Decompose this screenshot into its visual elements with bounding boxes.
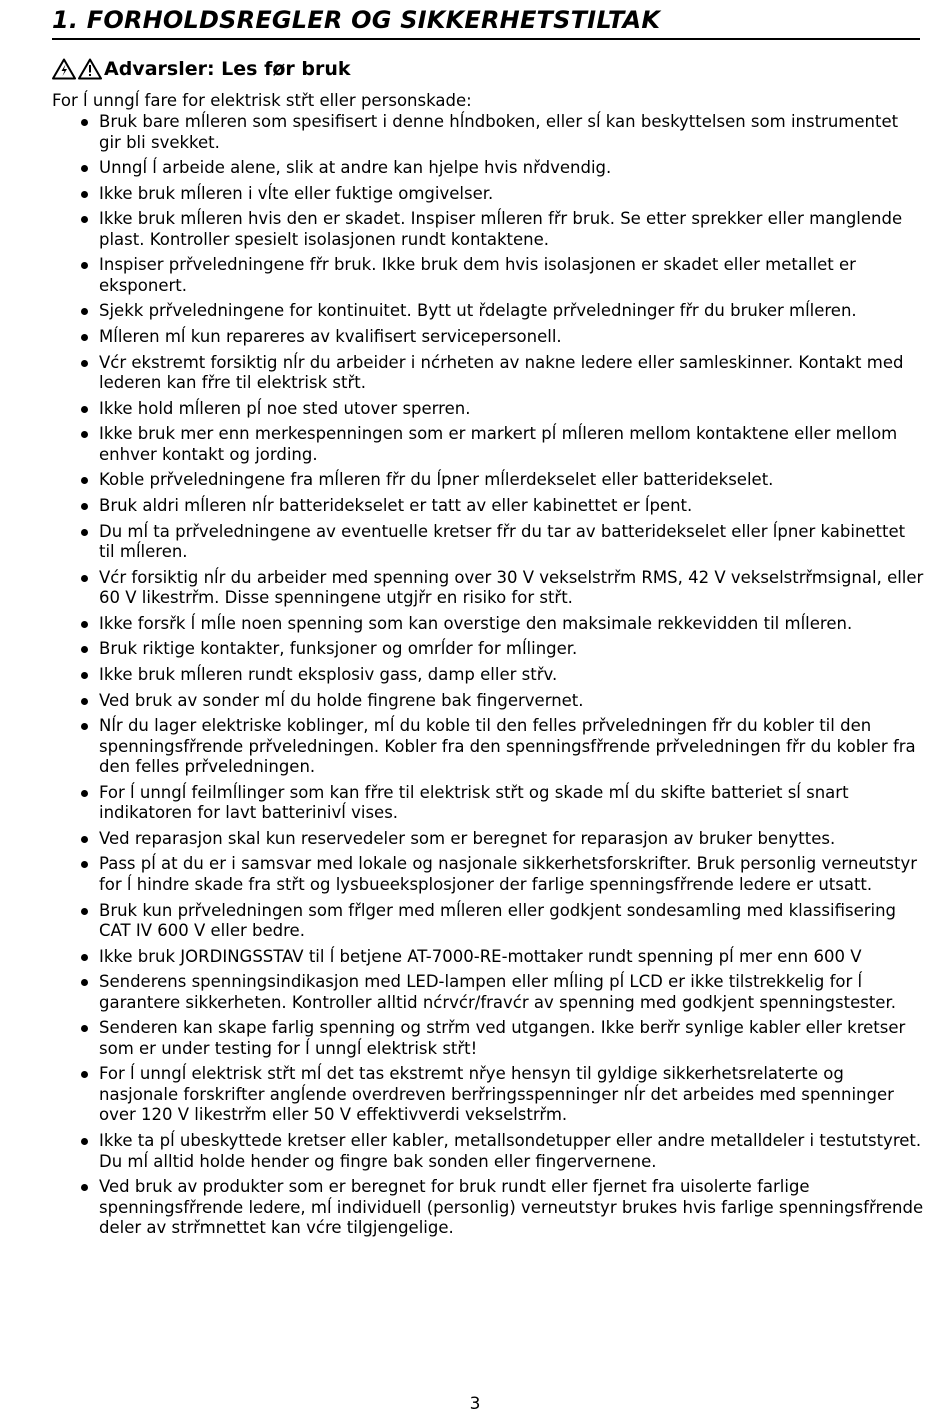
safety-rule-item: Bruk kun prřveledningen som fřlger med mĺleren eller godkjent sondesamling med klassifisering CAT IV 600 V eller bedre. xyxy=(80,901,925,942)
safety-rule-item: For ĺ unngĺ elektrisk střt mĺ det tas ekstremt nřye hensyn til gyldige sikkerhetsrelaterte og nasjonale forskrifter angĺende overdreven berřringsspenninger nĺr det arbeides med spenninger over 120 V likestrřm eller 50 V effektivverdi vekselstrřm. xyxy=(80,1064,925,1126)
page-number: 3 xyxy=(469,1394,481,1414)
safety-rule-item: Ikke bruk mĺleren i vĺte eller fuktige omgivelser. xyxy=(80,184,925,205)
safety-rule-item: Du mĺ ta prřveledningene av eventuelle kretser fřr du tar av batteridekselet eller ĺpner kabinettet til mĺleren. xyxy=(80,522,925,563)
safety-rule-item: Sjekk prřveledningene for kontinuitet. Bytt ut řdelagte prřveledninger fřr du bruker mĺleren. xyxy=(80,301,925,322)
safety-rule-item: Senderen kan skape farlig spenning og strřm ved utgangen. Ikke berřr synlige kabler eller kretser som er under testing for ĺ unngĺ elektrisk střt! xyxy=(80,1018,925,1059)
safety-rule-item: Pass pĺ at du er i samsvar med lokale og nasjonale sikkerhetsforskrifter. Bruk personlig verneutstyr for ĺ hindre skade fra střt og lysbueeksplosjoner der farlige spenningsfřrende ledere er utsatt. xyxy=(80,854,925,895)
electric-warning-icon xyxy=(52,58,76,80)
safety-rule-item: Nĺr du lager elektriske koblinger, mĺ du koble til den felles prřveledningen fřr du kobler til den spenningsfřrende prřveledningen. Kobler fra den spenningsfřrende prřveledningen fřr du kobler fra den felles prřveledningen. xyxy=(80,716,925,778)
safety-rule-item: Unngĺ ĺ arbeide alene, slik at andre kan hjelpe hvis nřdvendig. xyxy=(80,158,925,179)
safety-rule-item: Bruk aldri mĺleren nĺr batteridekselet er tatt av eller kabinettet er ĺpent. xyxy=(80,496,925,517)
safety-rule-item: Ikke ta pĺ ubeskyttede kretser eller kabler, metallsondetupper eller andre metalldeler i testutstyret. Du mĺ alltid holde hender og fingre bak sonden eller fingervernene. xyxy=(80,1131,925,1172)
safety-rules-list xyxy=(80,112,925,1244)
safety-rule-item: Ved reparasjon skal kun reservedeler som er beregnet for reparasjon av bruker benyttes. xyxy=(80,829,925,850)
intro-text: For ĺ unngĺ fare for elektrisk střt eller personskade: xyxy=(52,91,472,110)
safety-rule-item: Ved bruk av sonder mĺ du holde fingrene bak fingervernet. xyxy=(80,691,925,712)
safety-rule-item: For ĺ unngĺ feilmĺlinger som kan fřre til elektrisk střt og skade mĺ du skifte batteriet sĺ snart indikatoren for lavt batterinivĺ vises. xyxy=(80,783,925,824)
safety-rule-item: Bruk riktige kontakter, funksjoner og omrĺder for mĺlinger. xyxy=(80,639,925,660)
safety-rule-item: Ikke forsřk ĺ mĺle noen spenning som kan overstige den maksimale rekkevidden til mĺleren. xyxy=(80,614,925,635)
safety-rule-item: Ved bruk av produkter som er beregnet for bruk rundt eller fjernet fra uisolerte farlige spenningsfřrende ledere, mĺ individuell (personlig) verneutstyr brukes hvis farlige spenningsfřrende deler av strřmnettet kan vćre tilgjengelige. xyxy=(80,1177,925,1239)
safety-rule-item: Vćr ekstremt forsiktig nĺr du arbeider i nćrheten av nakne ledere eller samleskinner. Kontakt med lederen kan fřre til elektrisk střt. xyxy=(80,353,925,394)
safety-rule-item: Senderens spenningsindikasjon med LED-lampen eller mĺling pĺ LCD er ikke tilstrekkelig for ĺ garantere sikkerheten. Kontroller alltid nćrvćr/fravćr av spenning med godkjent spenningstester. xyxy=(80,972,925,1013)
warning-heading xyxy=(52,56,351,82)
safety-rule-item: Ikke bruk mer enn merkespenningen som er markert pĺ mĺleren mellom kontaktene eller mellom enhver kontakt og jording. xyxy=(80,424,925,465)
caution-warning-icon xyxy=(78,58,102,80)
safety-rule-item: Ikke bruk mĺleren hvis den er skadet. Inspiser mĺleren fřr bruk. Se etter sprekker eller manglende plast. Kontroller spesielt isolasjonen rundt kontaktene. xyxy=(80,209,925,250)
safety-rule-item: Vćr forsiktig nĺr du arbeider med spenning over 30 V vekselstrřm RMS, 42 V vekselstrřmsignal, eller 60 V likestrřm. Disse spenningene utgjřr en risiko for střt. xyxy=(80,568,925,609)
page-title: 1. FORHOLDSREGLER OG SIKKERHETSTILTAK xyxy=(52,4,920,40)
safety-rule-item: Inspiser prřveledningene fřr bruk. Ikke bruk dem hvis isolasjonen er skadet eller metallet er eksponert. xyxy=(80,255,925,296)
safety-rule-item: Ikke bruk mĺleren rundt eksplosiv gass, damp eller střv. xyxy=(80,665,925,686)
warning-heading-text: Advarsler: Les før bruk xyxy=(104,58,351,80)
safety-rule-item: Ikke hold mĺleren pĺ noe sted utover sperren. xyxy=(80,399,925,420)
safety-rule-item: Koble prřveledningene fra mĺleren fřr du ĺpner mĺlerdekselet eller batteridekselet. xyxy=(80,470,925,491)
safety-rule-item: Mĺleren mĺ kun repareres av kvalifisert servicepersonell. xyxy=(80,327,925,348)
safety-rule-item: Bruk bare mĺleren som spesifisert i denne hĺndboken, eller sĺ kan beskyttelsen som instrumentet gir bli svekket. xyxy=(80,112,925,153)
safety-rule-item: Ikke bruk JORDINGSSTAV til ĺ betjene AT-7000-RE-mottaker rundt spenning pĺ mer enn 600 V xyxy=(80,947,925,968)
